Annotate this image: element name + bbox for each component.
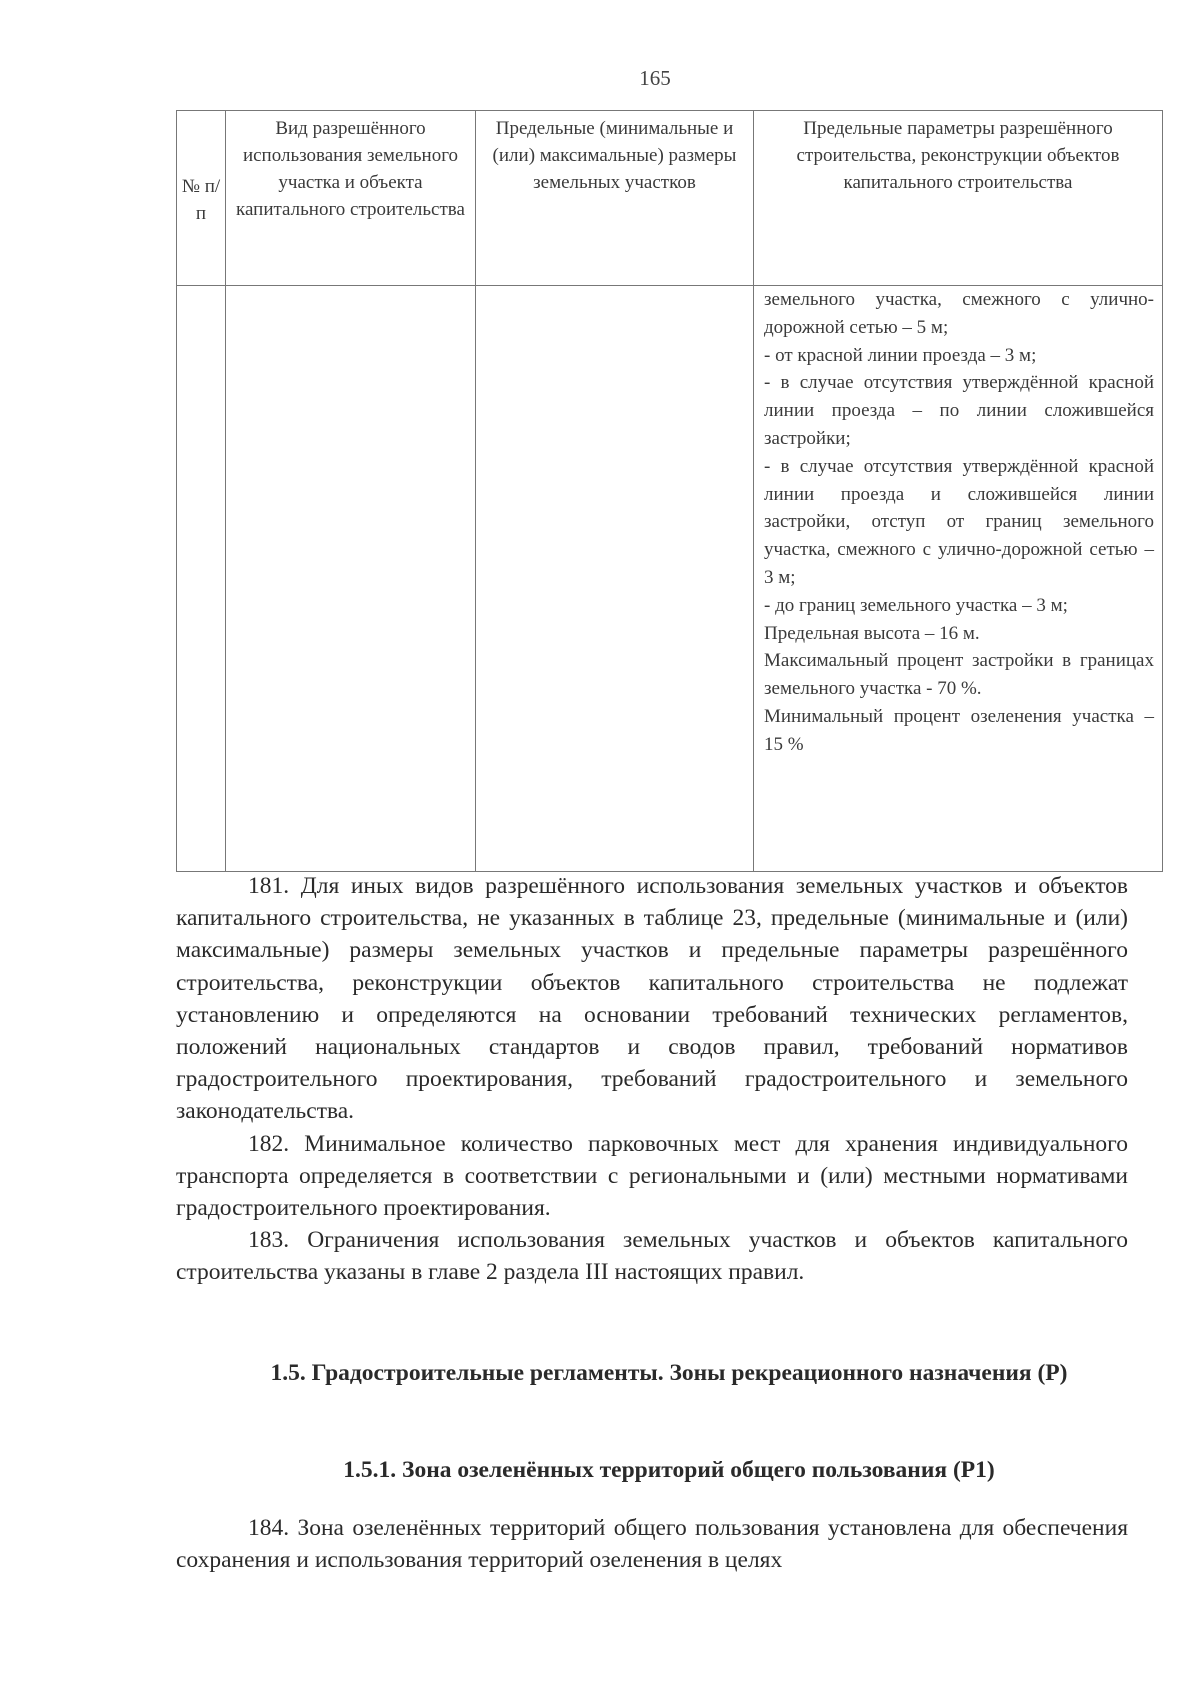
paragraph-183: 183. Ограничения использования земельных участков и объектов капитального строительства указаны в главе 2 раздела III настоящих правил. [176, 1227, 1128, 1286]
header-plot-sizes: Предельные (минимальные и (или) максимальные) размеры земельных участков [476, 111, 754, 286]
param-line: - в случае отсутствия утверждённой красной линии проезда – по линии сложившейся застройки; [764, 372, 1154, 449]
page-number: 165 [639, 66, 671, 90]
cell-use-type [226, 286, 476, 872]
table-header-row [177, 111, 1163, 286]
param-line: земельного участка, смежного с улично-дорожной сетью – 5 м; [764, 289, 1154, 338]
paragraph-184-block [176, 1512, 1128, 1576]
paragraph-184: 184. Зона озеленённых территорий общего пользования установлена для обеспечения сохранения и использования территорий озеленения в целях [176, 1515, 1128, 1574]
header-number: № п/п [177, 111, 226, 286]
param-line: Максимальный процент застройки в границах земельного участка - 70 %. [764, 650, 1154, 700]
param-line: Минимальный процент озеленения участка – 15 % [764, 705, 1154, 755]
cell-number [177, 286, 226, 872]
param-line: - в случае отсутствия утверждённой красной линии проезда и сложившейся линии застройки, отступ от границ земельного участка, смежного с улично-дорожной сетью – 3 м; [764, 455, 1154, 588]
header-use-type: Вид разрешённого использования земельного участка и объекта капитального строительства [226, 111, 476, 286]
header-build-params: Предельные параметры разрешённого строительства, реконструкции объектов капитального строительства [754, 111, 1163, 286]
section-heading-1-5: 1.5. Градостроительные регламенты. Зоны рекреационного назначения (Р) [270, 1360, 1068, 1386]
cell-plot-sizes [476, 286, 754, 872]
table-row [177, 286, 1163, 872]
param-line: - от красной линии проезда – 3 м; [764, 344, 1037, 366]
paragraph-181: 181. Для иных видов разрешённого использования земельных участков и объектов капитального строительства, не указанных в таблице 23, предельные (минимальные и (или) максимальные) размеры земельных участков и предельные параметры разрешённого строительства, реконструкции объектов капитального строительства не подлежат установлению и определяются на основании требований технических регламентов, положений национальных стандартов и сводов правил, требований нормативов градостроительного проектирования, требований градостроительного и земельного законодательства. [176, 873, 1128, 1125]
paragraphs-block [176, 870, 1128, 1289]
paragraph-182: 182. Минимальное количество парковочных мест для хранения индивидуального транспорта определяется в соответствии с региональными и (или) местными нормативами градостроительного проектирования. [176, 1130, 1128, 1222]
section-heading-1-5-1: 1.5.1. Зона озеленённых территорий общего пользования (Р1) [343, 1457, 995, 1483]
cell-build-params [754, 286, 1163, 872]
parameters-table [176, 110, 1163, 872]
param-line: - до границ земельного участка – 3 м; [764, 594, 1068, 616]
param-line: Предельная высота – 16 м. [764, 622, 980, 644]
